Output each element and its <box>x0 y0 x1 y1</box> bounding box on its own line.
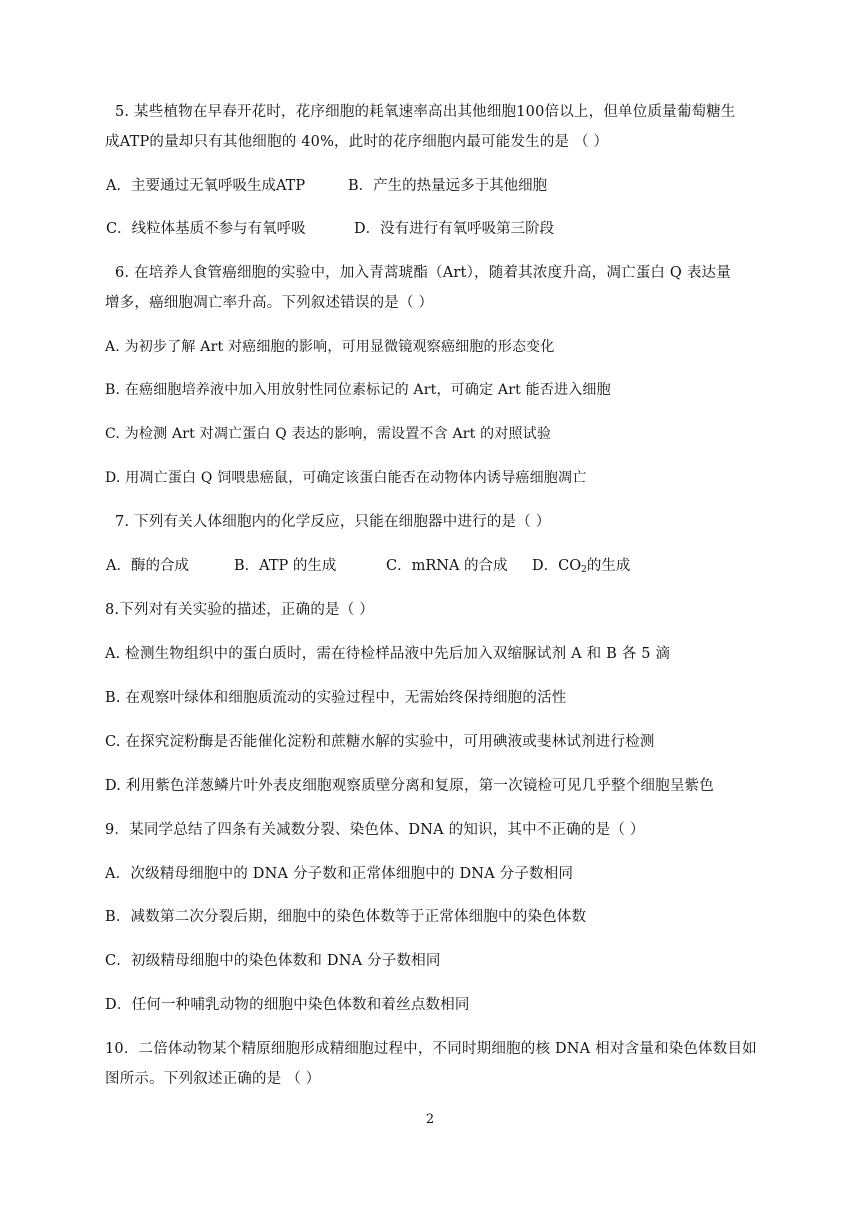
q9-option-c: C．初级精母细胞中的染色体数和 DNA 分子数相同 <box>105 953 441 969</box>
q10-stem-line2: 图所示。下列叙述正确的是 （ ） <box>105 1071 321 1087</box>
q6-option-c: C. 为检测 Art 对凋亡蛋白 Q 表达的影响，需设置不含 Art 的对照试验 <box>105 426 552 442</box>
q9-stem: 9．某同学总结了四条有关减数分裂、染色体、DNA 的知识，其中不正确的是（ ） <box>105 822 645 838</box>
page-number: 2 <box>425 1112 435 1127</box>
q7-stem: 7. 下列有关人体细胞内的化学反应，只能在细胞器中进行的是（ ） <box>115 514 551 530</box>
q9-option-d: D．任何一种哺乳动物的细胞中染色体数和着丝点数相同 <box>105 997 470 1013</box>
q7-option-d-subscript: 2 <box>581 565 587 575</box>
q8-option-d: D. 利用紫色洋葱鳞片叶外表皮细胞观察质壁分离和复原，第一次镜检可见几乎整个细胞呈紫色 <box>105 778 714 794</box>
q8-option-a: A. 检测生物组织中的蛋白质时，需在待检样品液中先后加入双缩脲试剂 A 和 B 各 5 滴 <box>105 646 671 662</box>
q6-option-a: A. 为初步了解 Art 对癌细胞的影响，可用显微镜观察癌细胞的形态变化 <box>105 339 555 355</box>
q5-stem-line1: 5. 某些植物在早春开花时，花序细胞的耗氧速率高出其他细胞100倍以上，但单位质量葡萄糖生 <box>115 104 736 120</box>
q6-stem-line2: 增多，癌细胞凋亡率升高。下列叙述错误的是（ ） <box>105 295 434 311</box>
q5-option-c: C．线粒体基质不参与有氧呼吸 <box>106 221 306 237</box>
q5-option-d: D．没有进行有氧呼吸第三阶段 <box>354 221 555 237</box>
q7-option-d <box>532 556 630 580</box>
q6-stem-line1: 6. 在培养人食管癌细胞的实验中，加入青蒿琥酯（Art），随着其浓度升高，凋亡蛋白 Q 表达量 <box>115 265 731 281</box>
q7-option-b: B．ATP 的生成 <box>234 558 337 574</box>
q8-stem: 8.下列对有关实验的描述，正确的是（ ） <box>105 602 374 618</box>
q8-option-c: C. 在探究淀粉酶是否能催化淀粉和蔗糖水解的实验中，可用碘液或斐林试剂进行检测 <box>105 734 655 750</box>
q8-option-b: B. 在观察叶绿体和细胞质流动的实验过程中，无需始终保持细胞的活性 <box>105 690 567 706</box>
q5-option-b: B．产生的热量远多于其他细胞 <box>348 178 548 194</box>
q7-option-c: C．mRNA 的合成 <box>386 558 508 574</box>
q9-option-b: B．减数第二次分裂后期，细胞中的染色体数等于正常体细胞中的染色体数 <box>105 909 587 925</box>
q7-option-d-prefix: D．CO <box>532 558 582 574</box>
q7-option-a: A．酶的合成 <box>106 558 189 574</box>
q5-option-a: A．主要通过无氧呼吸生成ATP <box>106 178 306 194</box>
q7-option-d-suffix: 的生成 <box>586 558 631 574</box>
q6-option-d: D. 用凋亡蛋白 Q 饲喂患癌鼠，可确定该蛋白能否在动物体内诱导癌细胞凋亡 <box>105 470 587 486</box>
q5-stem-line2: 成ATP的量却只有其他细胞的 40%，此时的花序细胞内最可能发生的是 （ ） <box>105 134 609 150</box>
q10-stem-line1: 10．二倍体动物某个精原细胞形成精细胞过程中，不同时期细胞的核 DNA 相对含量和染色体数目如 <box>105 1041 757 1057</box>
q9-option-a: A．次级精母细胞中的 DNA 分子数和正常体细胞中的 DNA 分子数相同 <box>105 866 574 882</box>
q6-option-b: B. 在癌细胞培养液中加入用放射性同位素标记的 Art，可确定 Art 能否进入细胞 <box>105 382 611 398</box>
